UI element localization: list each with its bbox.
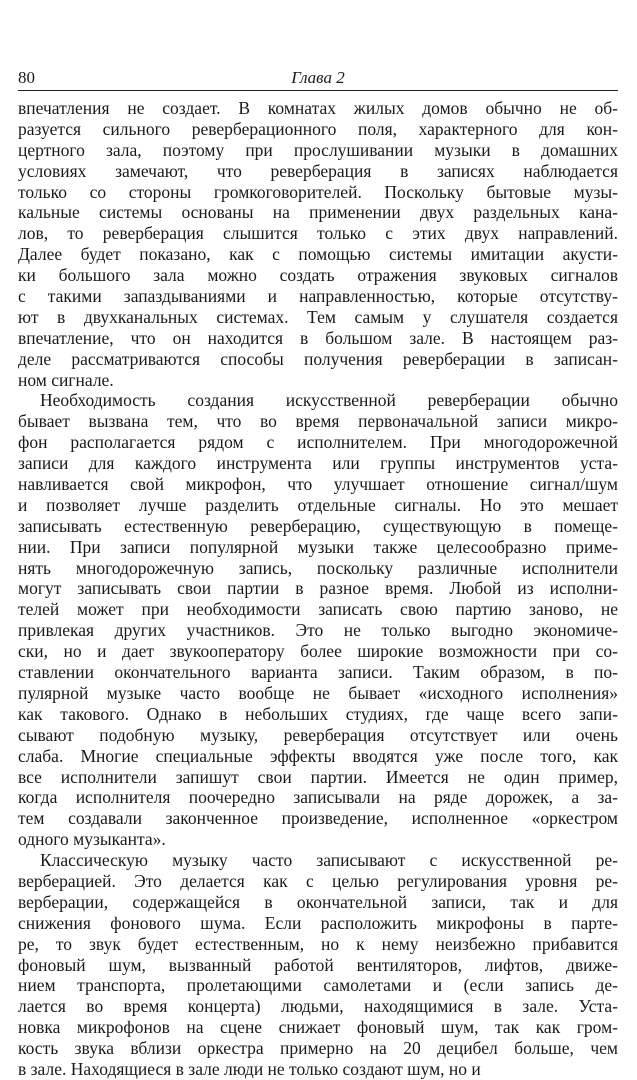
text-line: новка микрофонов на сцене снижает фоновый шум, так как гром-: [18, 1017, 618, 1038]
text-line: кальные системы основаны на применении двух раздельных кана-: [18, 202, 618, 223]
text-line: впечатления не создает. В комнатах жилых домов обычно не об-: [18, 98, 618, 118]
body-text: [18, 98, 618, 1080]
text-line: впечатление, что он находится в большом зале. В настоящем раз-: [18, 327, 618, 348]
text-line: привлекая других участников. Это не только выгодно экономиче-: [18, 620, 618, 641]
text-line: и позволяет лучше разделить отдельные сигналы. Но это мешает: [18, 494, 618, 515]
text-line: как такового. Однако в небольших студиях, где чаще всего запи-: [18, 703, 618, 724]
text-line: ски, но и дает звукооператору более широкие возможности при со-: [18, 641, 618, 662]
text-line: тем создавали законченное произведение, исполненное «оркестром: [18, 808, 618, 829]
text-line: пулярной музыке часто вообще не бывает «исходного исполнения»: [18, 682, 618, 703]
text-line: фон располагается рядом с исполнителем. При многодорожечной: [18, 432, 618, 453]
text-line: сывают подобную музыку, реверберация отсутствует или очень: [18, 724, 618, 745]
text-line: ставлении окончательного варианта записи. Таким образом, в по-: [18, 662, 618, 683]
text-line: Далее будет показано, как с помощью системы имитации акусти-: [18, 244, 618, 265]
running-head: Глава 2: [291, 68, 345, 87]
text-line: Классическую музыку часто записывают с искусственной ре-: [40, 850, 618, 871]
text-line: ном сигнале.: [18, 369, 114, 390]
text-line: могут записывать свои партии в разное время. Любой из исполни-: [18, 578, 618, 599]
text-line: нием транспорта, пролетающими самолетами и (если запись де-: [18, 975, 618, 996]
text-line: навливается свой микрофон, что улучшает отношение сигнал/шум: [18, 474, 618, 495]
text-line: бывает вызвана тем, что во время первоначальной записи микро-: [18, 411, 618, 432]
text-line: ют в двухканальных системах. Тем самым у слушателя создается: [18, 306, 618, 327]
text-line: нии. При записи популярной музыки также целесообразно приме-: [18, 536, 618, 557]
text-line: когда исполнителя поочередно записывали на ряде дорожек, а за-: [18, 787, 618, 808]
text-line: ки большого зала можно создать отражения звуковых сигналов: [18, 265, 618, 286]
text-line: цертного зала, поэтому при прослушивании музыки в домашних: [18, 139, 618, 160]
text-line: верберации, содержащейся в окончательной записи, так и для: [18, 891, 618, 912]
text-line: снижения фонового шума. Если расположить микрофоны в парте-: [18, 912, 618, 933]
text-line: с такими запаздываниями и направленностью, которые отсутству-: [18, 286, 618, 307]
text-line: лается во время концерта) людьми, находящимися в зале. Уста-: [18, 996, 618, 1017]
text-line: верберацией. Это делается как с целью регулирования уровня ре-: [18, 870, 618, 891]
text-line: записи для каждого инструмента или группы инструментов уста-: [18, 453, 618, 474]
text-line: телей может при необходимости записать свою партию заново, не: [18, 599, 618, 620]
text-line: фоновый шум, вызванный работой вентиляторов, лифтов, движе-: [18, 954, 618, 975]
page-number: 80: [18, 68, 35, 87]
text-line: записывать естественную реверберацию, существующую в помеще-: [18, 515, 618, 536]
text-line: в зале. Находящиеся в зале люди не только создают шум, но и: [18, 1058, 481, 1079]
page-header: [18, 66, 618, 91]
text-line: слаба. Многие специальные эффекты вводятся уже после того, как: [18, 745, 618, 766]
text-line: все исполнители запишут свои партии. Имеется не один пример,: [18, 766, 618, 787]
text-line: нять многодорожечную запись, поскольку различные исполнители: [18, 557, 618, 578]
text-line: ре, то звук будет естественным, но к нему неизбежно прибавится: [18, 933, 618, 954]
text-line: одного музыканта».: [18, 829, 166, 850]
text-line: Необходимость создания искусственной реверберации обычно: [40, 390, 618, 411]
text-line: деле рассматриваются способы получения реверберации в записан-: [18, 348, 618, 369]
text-line: условиях замечают, что реверберация в записях наблюдается: [18, 160, 618, 181]
text-line: только со стороны громкоговорителей. Поскольку бытовые музы-: [18, 181, 618, 202]
text-line: лов, то реверберация слышится только с этих двух направлений.: [18, 223, 618, 244]
text-line: разуется сильного реверберационного поля, характерного для кон-: [18, 118, 618, 139]
text-line: кость звука вблизи оркестра примерно на 20 децибел больше, чем: [18, 1038, 618, 1059]
